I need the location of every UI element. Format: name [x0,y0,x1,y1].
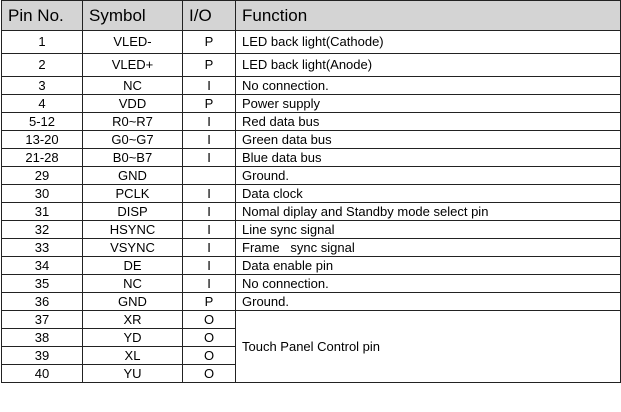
pin-cell: 35 [2,275,83,293]
io-cell: I [183,185,236,203]
function-cell: No connection. [236,77,621,95]
table-row [2,113,621,131]
symbol-cell: DISP [83,203,183,221]
table-row [2,239,621,257]
pin-cell: 13-20 [2,131,83,149]
symbol-cell: G0~G7 [83,131,183,149]
io-cell: I [183,131,236,149]
pin-cell: 2 [2,54,83,77]
symbol-cell: YD [83,329,183,347]
function-cell: Red data bus [236,113,621,131]
pin-assignment-table [1,0,621,383]
pin-cell: 34 [2,257,83,275]
function-cell: Green data bus [236,131,621,149]
function-cell: No connection. [236,275,621,293]
io-cell: P [183,54,236,77]
pin-cell: 1 [2,31,83,54]
symbol-cell: HSYNC [83,221,183,239]
io-cell: O [183,347,236,365]
function-cell: Ground. [236,167,621,185]
function-cell: Ground. [236,293,621,311]
symbol-cell: YU [83,365,183,383]
pin-cell: 5-12 [2,113,83,131]
function-cell: Touch Panel Control pin [236,311,621,383]
function-cell: Data clock [236,185,621,203]
io-cell: I [183,203,236,221]
symbol-cell: XR [83,311,183,329]
table-row [2,95,621,113]
symbol-cell: B0~B7 [83,149,183,167]
table-header-row [2,1,621,31]
pin-cell: 21-28 [2,149,83,167]
table-row [2,275,621,293]
io-cell: I [183,257,236,275]
symbol-cell: VDD [83,95,183,113]
function-cell: Data enable pin [236,257,621,275]
table-row [2,203,621,221]
symbol-cell: XL [83,347,183,365]
table-row [2,77,621,95]
io-cell: O [183,311,236,329]
io-cell: I [183,77,236,95]
symbol-cell: VSYNC [83,239,183,257]
symbol-cell: VLED- [83,31,183,54]
header-io: I/O [183,1,236,31]
function-cell: LED back light(Anode) [236,54,621,77]
header-pin-no: Pin No. [2,1,83,31]
symbol-cell: NC [83,77,183,95]
io-cell: I [183,275,236,293]
symbol-cell: DE [83,257,183,275]
io-cell: I [183,149,236,167]
io-cell: I [183,239,236,257]
io-cell: P [183,95,236,113]
table-row [2,54,621,77]
pin-cell: 4 [2,95,83,113]
pin-cell: 33 [2,239,83,257]
table-row [2,221,621,239]
pin-cell: 31 [2,203,83,221]
io-cell: P [183,293,236,311]
pin-cell: 39 [2,347,83,365]
symbol-cell: GND [83,293,183,311]
table-row [2,257,621,275]
io-cell: I [183,221,236,239]
symbol-cell: GND [83,167,183,185]
header-symbol: Symbol [83,1,183,31]
function-cell: Frame sync signal [236,239,621,257]
table-row [2,167,621,185]
header-function: Function [236,1,621,31]
pin-cell: 32 [2,221,83,239]
pin-cell: 29 [2,167,83,185]
io-cell: I [183,113,236,131]
pin-cell: 38 [2,329,83,347]
symbol-cell: PCLK [83,185,183,203]
io-cell: O [183,365,236,383]
function-cell: Line sync signal [236,221,621,239]
function-cell: Power supply [236,95,621,113]
pin-cell: 36 [2,293,83,311]
symbol-cell: VLED+ [83,54,183,77]
io-cell: O [183,329,236,347]
table-row [2,293,621,311]
pin-cell: 37 [2,311,83,329]
function-cell: Nomal diplay and Standby mode select pin [236,203,621,221]
pin-cell: 30 [2,185,83,203]
table-row [2,185,621,203]
table-row [2,131,621,149]
pin-cell: 40 [2,365,83,383]
symbol-cell: NC [83,275,183,293]
symbol-cell: R0~R7 [83,113,183,131]
function-cell: Blue data bus [236,149,621,167]
table-row [2,311,621,329]
table-row [2,149,621,167]
function-cell: LED back light(Cathode) [236,31,621,54]
io-cell [183,167,236,185]
pin-cell: 3 [2,77,83,95]
io-cell: P [183,31,236,54]
table-row [2,31,621,54]
